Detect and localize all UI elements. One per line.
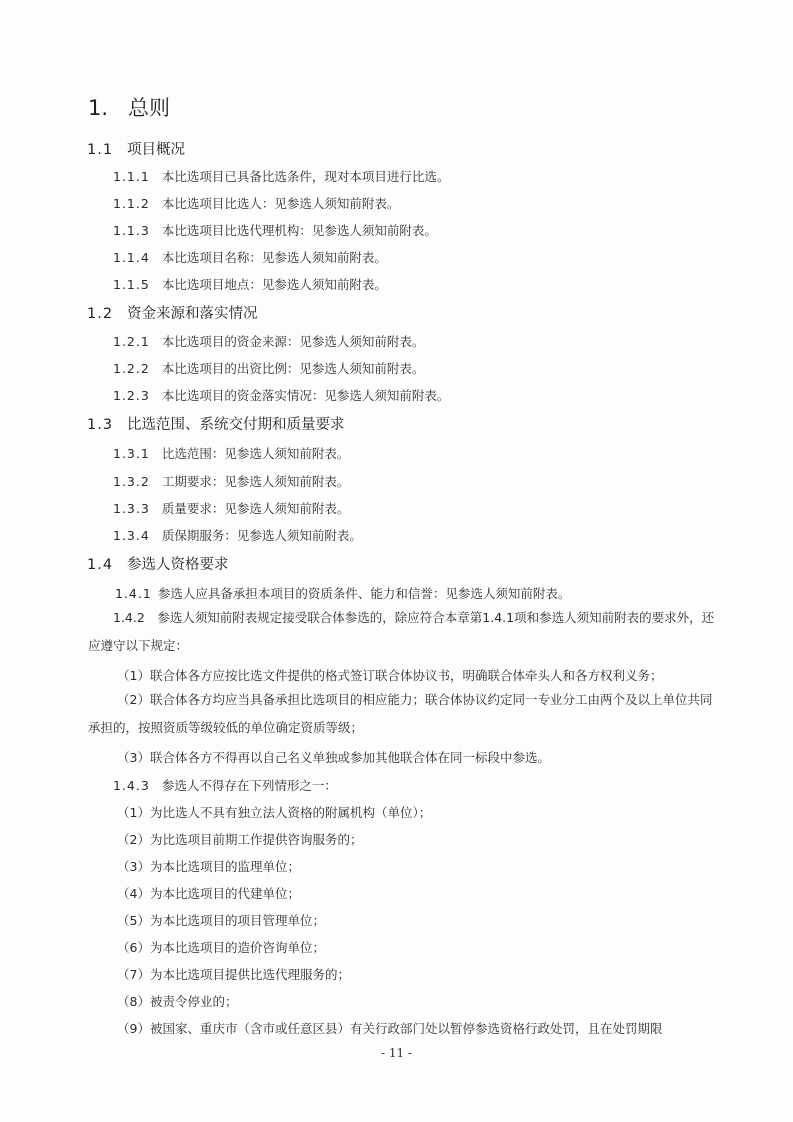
chapter-title: 总则 [128, 96, 170, 120]
page-number: - 11 - [380, 1046, 412, 1060]
clause-text: 参选人应具备承担本项目的资质条件、能力和信誉：见参选人须知前附表。 [157, 586, 571, 601]
section-title: 参选人资格要求 [127, 557, 229, 573]
clause-text: 质量要求：见参选人须知前附表。 [161, 501, 350, 516]
clause-number: 1.4.3 [113, 778, 150, 793]
clause-number: 1.3.3 [113, 501, 150, 516]
clause-text: 本比选项目的资金落实情况：见参选人须知前附表。 [161, 388, 450, 403]
clause-number: 1.1.1 [113, 169, 150, 184]
section-number: 1.1 [87, 142, 114, 158]
clause-text: 质保期服务：见参选人须知前附表。 [161, 528, 362, 543]
clause-number: 1.1.3 [113, 223, 150, 238]
exclusion-item: （1）为比选人不具有独立法人资格的附属机构（单位）； [117, 805, 432, 820]
clause-number: 1.3.4 [113, 528, 150, 543]
section-heading-1-4 [87, 553, 229, 574]
clause-1-4-1 [115, 584, 570, 602]
clause-1-3-1 [113, 444, 349, 462]
section-heading-1-1 [87, 138, 185, 159]
clause-text: 比选范围：见参选人须知前附表。 [161, 446, 350, 461]
clause-1-3-3 [113, 499, 349, 517]
exclusion-item: （9）被国家、重庆市（含市或任意区县）有关行政部门处以暂停参选资格行政处罚，且在处罚期限 [117, 1021, 663, 1036]
clause-text: 工期要求：见参选人须知前附表。 [161, 474, 350, 489]
clause-text: 参选人不得存在下列情形之一： [161, 778, 337, 793]
clause-1-1-1 [113, 167, 449, 185]
clause-text: 本比选项目的资金来源：见参选人须知前附表。 [161, 334, 425, 349]
clause-number: 1.2.2 [113, 361, 150, 376]
clause-1-4-2: 1.4.2 参选人须知前附表规定接受联合体参选的，除应符合本章第1.4.1项和参选人须知前附表的要求外，还应遵守以下规定： [88, 610, 715, 653]
exclusion-item: （4）为本比选项目的代建单位； [117, 886, 300, 901]
clause-text: 本比选项目名称：见参选人须知前附表。 [161, 250, 387, 265]
exclusion-item: （6）为本比选项目的造价咨询单位； [117, 940, 325, 955]
clause-1-2-2 [113, 359, 424, 377]
section-heading-1-2 [87, 302, 258, 323]
clause-number: 1.1.2 [113, 196, 150, 211]
clause-number: 1.2.1 [113, 334, 150, 349]
section-title: 项目概况 [127, 142, 185, 158]
clause-1-4-3 [113, 776, 337, 794]
clause-number: 1.1.5 [113, 277, 150, 292]
section-heading-1-3 [87, 413, 345, 434]
clause-1-1-2 [113, 194, 399, 212]
section-title: 资金来源和落实情况 [127, 306, 258, 322]
section-number: 1.4 [87, 557, 114, 573]
exclusion-item: （7）为本比选项目提供比选代理服务的； [117, 967, 350, 982]
clause-1-3-4 [113, 526, 362, 544]
clause-1-1-5 [113, 275, 387, 293]
clause-number: 1.1.4 [113, 250, 150, 265]
clause-1-3-2 [113, 472, 349, 490]
clause-text: 本比选项目比选代理机构：见参选人须知前附表。 [161, 223, 437, 238]
clause-text: 本比选项目的出资比例：见参选人须知前附表。 [161, 361, 425, 376]
exclusion-item: （5）为本比选项目的项目管理单位； [117, 913, 325, 928]
section-number: 1.3 [87, 417, 114, 433]
exclusion-item: （8）被责令停业的； [117, 994, 238, 1009]
chapter-heading [88, 92, 170, 122]
consortium-rule: （1）联合体各方应按比选文件提供的格式签订联合体协议书，明确联合体牵头人和各方权利义务； [117, 668, 663, 683]
clause-number: 1.2.3 [113, 388, 150, 403]
consortium-rule: （2）联合体各方均应当具备承担比选项目的相应能力；联合体协议约定同一专业分工由两个及以上单位共同承担的，按照资质等级较低的单位确定资质等级； [88, 692, 713, 735]
clause-1-1-3 [113, 221, 437, 239]
clause-text: 本比选项目比选人：见参选人须知前附表。 [161, 196, 400, 211]
clause-number: 1.3.1 [113, 446, 150, 461]
clause-text: 本比选项目地点：见参选人须知前附表。 [161, 277, 387, 292]
clause-number: 1.4.1 [115, 586, 152, 601]
consortium-rule: （3）联合体各方不得再以自己名义单独或参加其他联合体在同一标段中参选。 [117, 750, 550, 765]
clause-1-1-4 [113, 248, 387, 266]
exclusion-item: （2）为比选项目前期工作提供咨询服务的； [117, 832, 363, 847]
clause-number: 1.3.2 [113, 474, 150, 489]
clause-1-2-1 [113, 332, 424, 350]
clause-1-2-3 [113, 386, 449, 404]
exclusion-item: （3）为本比选项目的监理单位； [117, 859, 300, 874]
section-number: 1.2 [87, 306, 114, 322]
clause-text: 本比选项目已具备比选条件，现对本项目进行比选。 [161, 169, 450, 184]
chapter-number: 1. [88, 96, 109, 120]
section-title: 比选范围、系统交付期和质量要求 [127, 417, 345, 433]
